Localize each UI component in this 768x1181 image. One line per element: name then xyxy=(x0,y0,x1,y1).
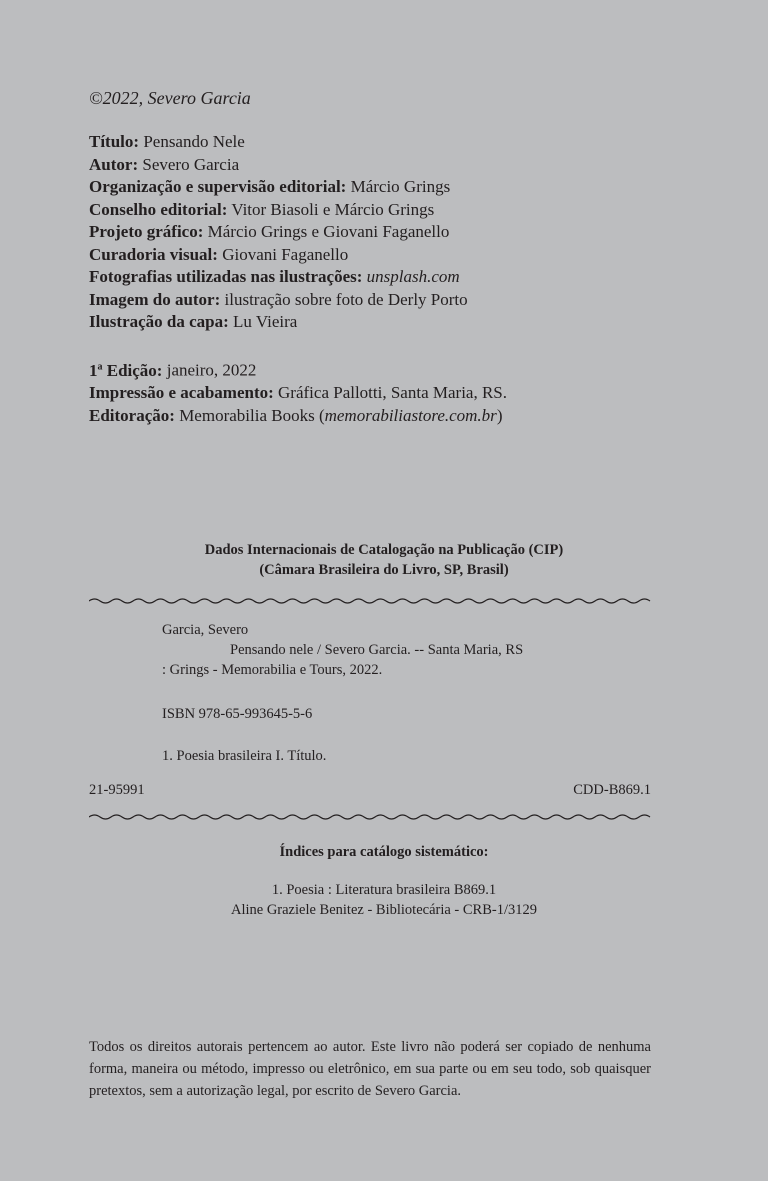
printing-label: Impressão e acabamento: xyxy=(89,383,274,403)
wavy-divider-top xyxy=(89,596,651,606)
credit-line-author xyxy=(89,154,468,177)
edition-value: janeiro, 2022 xyxy=(166,360,257,380)
edition-info xyxy=(89,356,507,427)
credit-line-editorial-board xyxy=(89,199,468,222)
publishing-value: Memorabilia Books (memorabiliastore.com.br) xyxy=(179,405,503,425)
librarian-credit: Aline Graziele Benitez - Bibliotecária - CRB-1/3129 xyxy=(230,902,537,918)
publishing-label: Editoração: xyxy=(89,405,175,425)
credit-label: Imagem do autor: xyxy=(89,289,221,309)
catalog-isbn: ISBN 978-65-993645-5-6 xyxy=(162,706,313,722)
credit-line-title xyxy=(89,131,468,154)
credit-line-visual-curation xyxy=(89,244,468,267)
catalog-codes xyxy=(89,780,651,800)
edition-line xyxy=(89,356,507,382)
credit-label: Título: xyxy=(89,132,140,151)
credit-line-graphic-design xyxy=(89,221,468,244)
credit-value: Severo Garcia xyxy=(142,154,240,174)
credit-label: Projeto gráfico: xyxy=(89,222,204,241)
catalog-author: Garcia, Severo xyxy=(162,622,249,638)
credit-value: Vitor Biasoli e Márcio Grings xyxy=(231,199,435,219)
credit-line-cover-illustration xyxy=(89,311,468,334)
catalog-record xyxy=(162,620,582,766)
credit-line-organization xyxy=(89,176,468,199)
credit-value: Pensando Nele xyxy=(143,132,245,151)
catalog-title: Pensando nele / Severo Garcia. -- Santa Maria, RS xyxy=(230,642,524,658)
credit-label: Conselho editorial: xyxy=(89,199,228,219)
printing-line xyxy=(89,382,507,405)
credit-label: Autor: xyxy=(89,154,139,174)
credit-value: Márcio Grings e Giovani Faganello xyxy=(207,222,450,241)
index-entry: 1. Poesia : Literatura brasileira B869.1 xyxy=(271,882,497,898)
index-entries xyxy=(0,880,768,920)
rights-notice: Todos os direitos autorais pertencem ao autor. Este livro não poderá ser copiado de nenhuma forma, maneira ou método, impresso ou eletrônico, em sua parte ou em seu todo, sob quaisquer pretextos, sem a autorização legal, por escrito de Severo Garcia. xyxy=(89,1039,651,1099)
cip-header-line2: (Câmara Brasileira do Livro, SP, Brasil) xyxy=(259,562,509,578)
credit-line-photos xyxy=(89,266,468,289)
credit-value: unsplash.com xyxy=(366,267,460,286)
credits-list xyxy=(89,131,468,334)
cip-header xyxy=(0,540,768,580)
copyright-notice: ©2022, Severo Garcia xyxy=(89,88,251,108)
wavy-divider-bottom xyxy=(89,812,651,822)
edition-label: 1$^a$ Edição: xyxy=(89,360,163,380)
index-title: Índices para catálogo sistemático: xyxy=(279,844,489,860)
credit-value: Giovani Faganello xyxy=(222,244,349,264)
credit-label: Ilustração da capa: xyxy=(89,312,229,331)
credit-value: Lu Vieira xyxy=(233,312,298,331)
publishing-line xyxy=(89,405,507,428)
publisher-website: memorabiliastore.com.br xyxy=(324,405,497,425)
credit-label: Fotografias utilizadas nas ilustrações: xyxy=(89,267,363,286)
catalog-number: 21-95991 xyxy=(89,782,145,798)
catalog-publisher: : Grings - Memorabilia e Tours, 2022. xyxy=(162,662,383,678)
credit-value: Márcio Grings xyxy=(350,177,451,196)
catalog-subjects: 1. Poesia brasileira I. Título. xyxy=(162,748,327,764)
printing-value: Gráfica Pallotti, Santa Maria, RS. xyxy=(278,383,508,403)
cip-header-line1: Dados Internacionais de Catalogação na Publicação (CIP) xyxy=(204,542,564,558)
credit-line-author-image xyxy=(89,289,468,312)
credit-value: ilustração sobre foto de Derly Porto xyxy=(224,289,468,309)
credit-label: Organização e supervisão editorial: xyxy=(89,177,347,196)
cdd-classification: CDD-B869.1 xyxy=(573,782,651,798)
credit-label: Curadoria visual: xyxy=(89,244,218,264)
